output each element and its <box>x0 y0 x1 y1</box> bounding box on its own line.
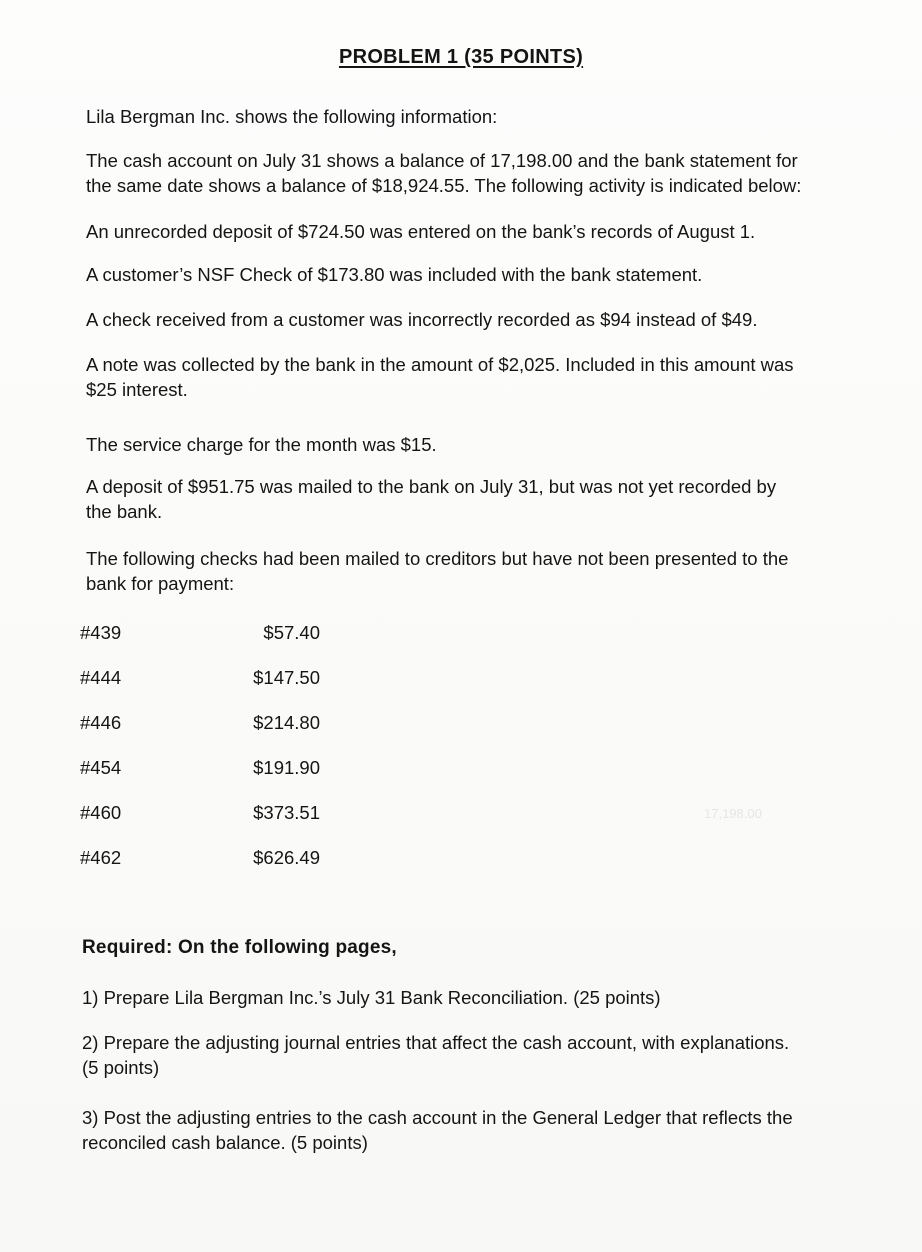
outstanding-checks-paragraph <box>86 546 886 596</box>
check-amount: $57.40 <box>263 622 320 643</box>
check-amount: $214.80 <box>253 712 320 733</box>
required-item-3-line-1: 3) Post the adjusting entries to the cash account in the General Ledger that reflects the <box>82 1107 793 1128</box>
check-number: #454 <box>80 757 122 778</box>
note-collected-line-2: $25 interest. <box>86 379 188 400</box>
note-collected-paragraph <box>86 352 886 402</box>
check-amount: $373.51 <box>253 802 320 823</box>
check-number: #439 <box>80 622 122 643</box>
cash-balance-paragraph <box>86 148 886 198</box>
required-item-3-line-2: reconciled cash balance. (5 points) <box>82 1132 368 1153</box>
bleed-through-text: 17,198.00 <box>704 806 762 821</box>
page-title: PROBLEM 1 (35 POINTS) <box>338 46 584 68</box>
deposit-in-transit-line-1: A deposit of $951.75 was mailed to the bank on July 31, but was not yet recorded by <box>86 476 777 497</box>
intro-text: Lila Bergman Inc. shows the following information: <box>86 106 498 127</box>
deposit-in-transit-paragraph <box>86 474 886 524</box>
check-row <box>80 802 320 847</box>
unrecorded-deposit-text: An unrecorded deposit of $724.50 was entered on the bank’s records of August 1. <box>86 221 756 242</box>
nsf-check-text: A customer’s NSF Check of $173.80 was included with the bank statement. <box>86 264 703 285</box>
check-number: #462 <box>80 847 122 868</box>
check-row <box>80 667 320 712</box>
required-item-3 <box>82 1105 882 1155</box>
check-row <box>80 757 320 802</box>
check-number: #444 <box>80 667 122 688</box>
check-number: #460 <box>80 802 122 823</box>
required-item-2-line-1: 2) Prepare the adjusting journal entries that affect the cash account, with explanations. <box>82 1032 790 1053</box>
check-row <box>80 712 320 757</box>
required-item-1: 1) Prepare Lila Bergman Inc.’s July 31 Bank Reconciliation. (25 points) <box>82 987 661 1008</box>
check-amount: $147.50 <box>253 667 320 688</box>
required-item-2-line-2: (5 points) <box>82 1057 160 1078</box>
check-row <box>80 847 320 892</box>
required-heading: Required: On the following pages, <box>82 937 397 958</box>
outstanding-checks-line-2: bank for payment: <box>86 573 235 594</box>
required-item-2 <box>82 1030 882 1080</box>
check-number: #446 <box>80 712 122 733</box>
outstanding-checks-line-1: The following checks had been mailed to creditors but have not been presented to the <box>86 548 789 569</box>
check-amount: $626.49 <box>253 847 320 868</box>
check-amount: $191.90 <box>253 757 320 778</box>
note-collected-line-1: A note was collected by the bank in the amount of $2,025. Included in this amount was <box>86 354 794 375</box>
outstanding-checks-list <box>80 622 320 892</box>
cash-balance-line-2: the same date shows a balance of $18,924.55. The following activity is indicated below: <box>86 175 802 196</box>
check-row <box>80 622 320 667</box>
cash-balance-line-1: The cash account on July 31 shows a balance of 17,198.00 and the bank statement for <box>86 150 798 171</box>
deposit-in-transit-line-2: the bank. <box>86 501 163 522</box>
incorrect-check-text: A check received from a customer was incorrectly recorded as $94 instead of $49. <box>86 309 758 330</box>
service-charge-text: The service charge for the month was $15. <box>86 434 437 455</box>
